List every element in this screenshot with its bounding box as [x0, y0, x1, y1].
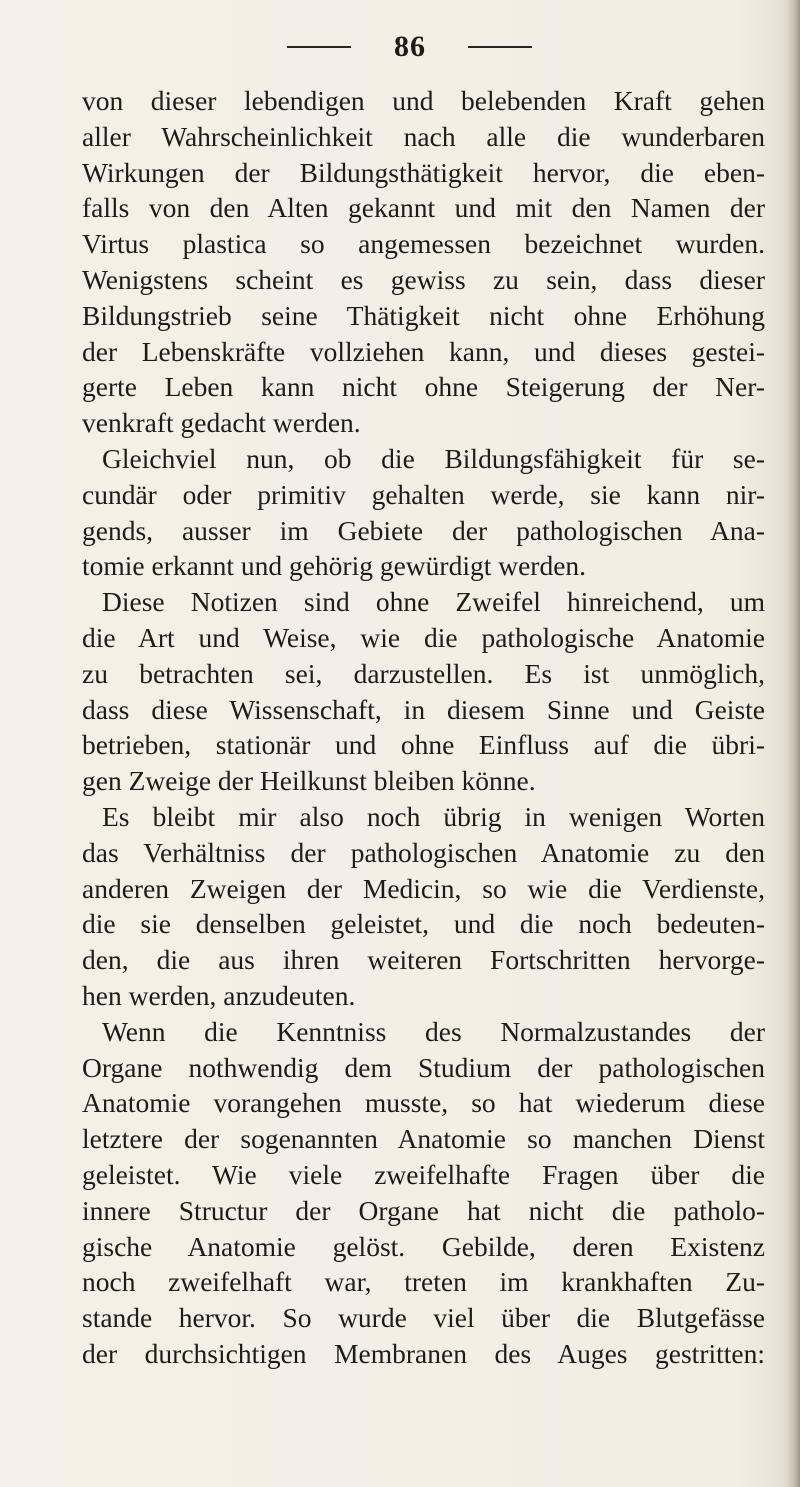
text-line: venkraft gedacht werden.	[82, 407, 361, 439]
text-line: Gleichviel nun, ob die Bildungsfähigkeit für se-	[102, 442, 765, 474]
text-line: aller Wahrscheinlichkeit nach alle die wunderbaren	[82, 120, 765, 152]
text-line: falls von den Alten gekannt und mit den Namen der	[82, 192, 765, 224]
text-line: das Verhältniss der pathologischen Anatomie zu den	[82, 836, 765, 868]
text-line: gen Zweige der Heilkunst bleiben könne.	[82, 765, 536, 797]
text-line: Wenigstens scheint es gewiss zu sein, dass dieser	[82, 263, 765, 295]
text-line: Es bleibt mir also noch übrig in wenigen Worten	[102, 800, 765, 832]
text-line: gische Anatomie gelöst. Gebilde, deren Existenz	[82, 1230, 765, 1262]
text-line: geleistet. Wie viele zweifelhafte Fragen über die	[82, 1158, 765, 1190]
text-line: cundär oder primitiv gehalten werde, sie kann nir-	[82, 478, 765, 510]
text-line: Bildungstrieb seine Thätigkeit nicht ohne Erhöhung	[82, 299, 765, 331]
text-line: betrieben, stationär und ohne Einfluss auf die übri-	[82, 729, 765, 761]
text-line: gends, ausser im Gebiete der pathologischen Ana-	[82, 514, 765, 546]
text-line: die sie denselben geleistet, und die noch bedeuten-	[82, 908, 765, 940]
page-number: 86	[394, 30, 426, 63]
text-line: die Art und Weise, wie die pathologische Anatomie	[82, 621, 765, 653]
page-edge-shadow	[786, 0, 800, 1487]
text-line: Anatomie vorangehen musste, so hat wiederum diese	[82, 1087, 765, 1119]
body-text	[82, 83, 765, 1372]
text-line: letztere der sogenannten Anatomie so manchen Dienst	[82, 1123, 765, 1155]
text-line: anderen Zweigen der Medicin, so wie die Verdienste,	[82, 872, 765, 904]
text-line: der Lebenskräfte vollziehen kann, und dieses gestei-	[82, 335, 765, 367]
text-line: der durchsichtigen Membranen des Auges gestritten:	[82, 1337, 765, 1369]
text-line: Organe nothwendig dem Studium der pathologischen	[82, 1051, 765, 1083]
header-rule-left	[287, 46, 351, 48]
text-line: gerte Leben kann nicht ohne Steigerung der Ner-	[82, 371, 765, 403]
text-line: stande hervor. So wurde viel über die Blutgefässe	[82, 1302, 765, 1334]
text-line: den, die aus ihren weiteren Fortschritten hervorge-	[82, 944, 765, 976]
text-line: hen werden, anzudeuten.	[82, 979, 356, 1011]
text-line: innere Structur der Organe hat nicht die patholo-	[82, 1194, 765, 1226]
header-rule-right	[468, 46, 532, 48]
text-line: Diese Notizen sind ohne Zweifel hinreichend, um	[102, 586, 765, 618]
text-line: von dieser lebendigen und belebenden Kraft gehen	[82, 85, 765, 116]
text-line: Wirkungen der Bildungsthätigkeit hervor, die eben-	[82, 156, 765, 188]
page-header	[0, 30, 800, 66]
text-line: Virtus plastica so angemessen bezeichnet wurden.	[82, 228, 765, 260]
text-line: tomie erkannt und gehörig gewürdigt werden.	[82, 550, 587, 582]
text-line: zu betrachten sei, darzustellen. Es ist unmöglich,	[82, 657, 765, 689]
text-line: noch zweifelhaft war, treten im krankhaften Zu-	[82, 1266, 765, 1298]
text-line: dass diese Wissenschaft, in diesem Sinne und Geiste	[82, 693, 765, 725]
text-line: Wenn die Kenntniss des Normalzustandes der	[102, 1015, 765, 1047]
